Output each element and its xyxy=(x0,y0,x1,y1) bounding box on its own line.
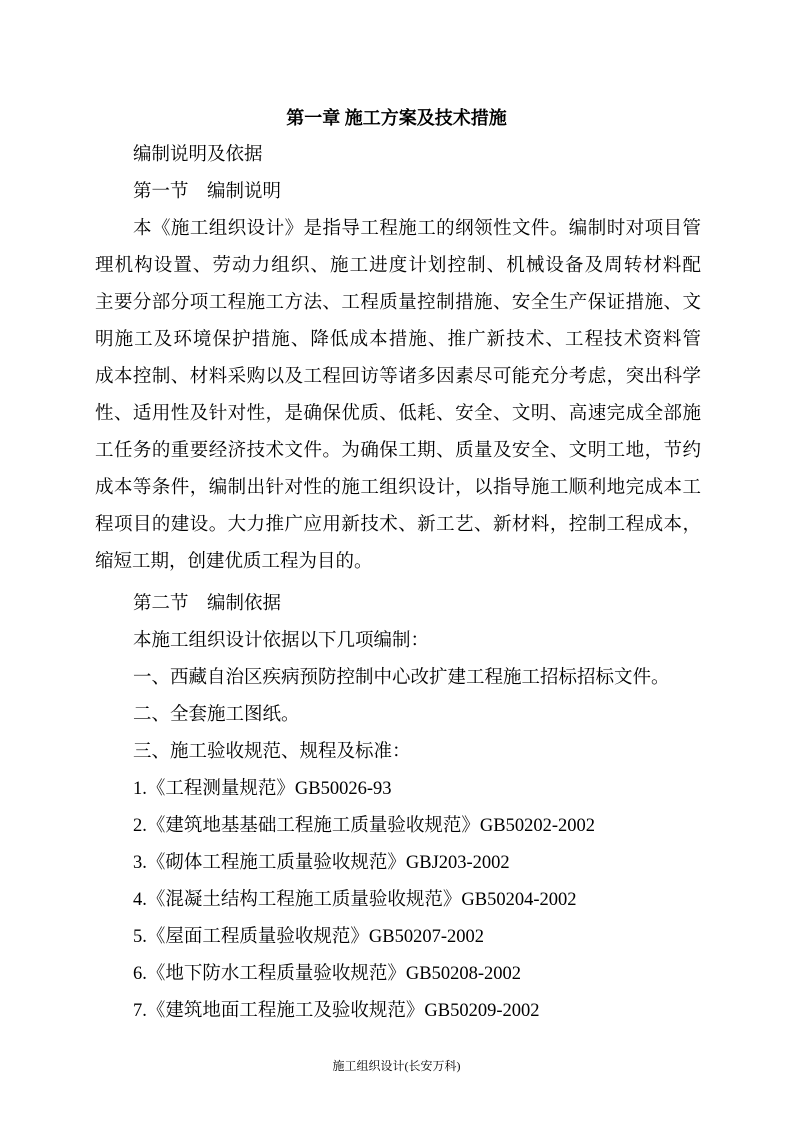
paragraph-line: 明施工及环境保护措施、降低成本措施、推广新技术、工程技术资料管 xyxy=(95,330,701,350)
section-2-title: 第二节 编制依据 xyxy=(133,594,282,614)
paragraph-line: 缩短工期，创建优质工程为目的。 xyxy=(95,552,373,572)
document-body xyxy=(95,137,701,1030)
standard-item: 3.《砌体工程施工质量验收规范》GBJ203-2002 xyxy=(133,853,510,873)
standard-item: 5.《屋面工程质量验收规范》GB50207-2002 xyxy=(133,927,484,947)
paragraph-line: 工任务的重要经济技术文件。为确保工期、质量及安全、文明工地，节约 xyxy=(95,441,701,461)
paragraph-line: 理机构设置、劳动力组织、施工进度计划控制、机械设备及周转材料配 xyxy=(95,256,701,276)
standard-item: 1.《工程测量规范》GB50026-93 xyxy=(133,779,392,799)
paragraph-line: 成本控制、材料采购以及工程回访等诸多因素尽可能充分考虑，突出科学 xyxy=(95,367,701,387)
basis-item: 一、西藏自治区疾病预防控制中心改扩建工程施工招标招标文件。 xyxy=(133,668,670,688)
basis-item: 二、全套施工图纸。 xyxy=(133,705,300,725)
standard-item: 4.《混凝土结构工程施工质量验收规范》GB50204-2002 xyxy=(133,890,577,910)
basis-item: 三、施工验收规范、规程及标准： xyxy=(133,742,411,762)
paragraph-line: 程项目的建设。大力推广应用新技术、新工艺、新材料，控制工程成本， xyxy=(95,515,701,535)
section-1-title: 第一节 编制说明 xyxy=(133,182,282,202)
paragraph-line: 性、适用性及针对性，是确保优质、低耗、安全、文明、高速完成全部施 xyxy=(95,404,701,424)
heading: 编制说明及依据 xyxy=(133,145,263,165)
standard-item: 2.《建筑地基基础工程施工质量验收规范》GB50202-2002 xyxy=(133,816,595,836)
standard-item: 6.《地下防水工程质量验收规范》GB50208-2002 xyxy=(133,964,521,984)
section-1-paragraph xyxy=(95,211,701,581)
paragraph-line: 成本等条件，编制出针对性的施工组织设计，以指导施工顺利地完成本工 xyxy=(95,478,701,498)
section-2-intro: 本施工组织设计依据以下几项编制： xyxy=(133,631,430,651)
page-footer: 施工组织设计(长安万科) xyxy=(332,1059,461,1073)
paragraph-line: 本《施工组织设计》是指导工程施工的纲领性文件。编制时对项目管 xyxy=(133,219,701,239)
chapter-title: 第一章 施工方案及技术措施 xyxy=(286,108,507,128)
standard-item: 7.《建筑地面工程施工及验收规范》GB50209-2002 xyxy=(133,1001,540,1021)
paragraph-line: 主要分部分项工程施工方法、工程质量控制措施、安全生产保证措施、文 xyxy=(95,293,701,313)
